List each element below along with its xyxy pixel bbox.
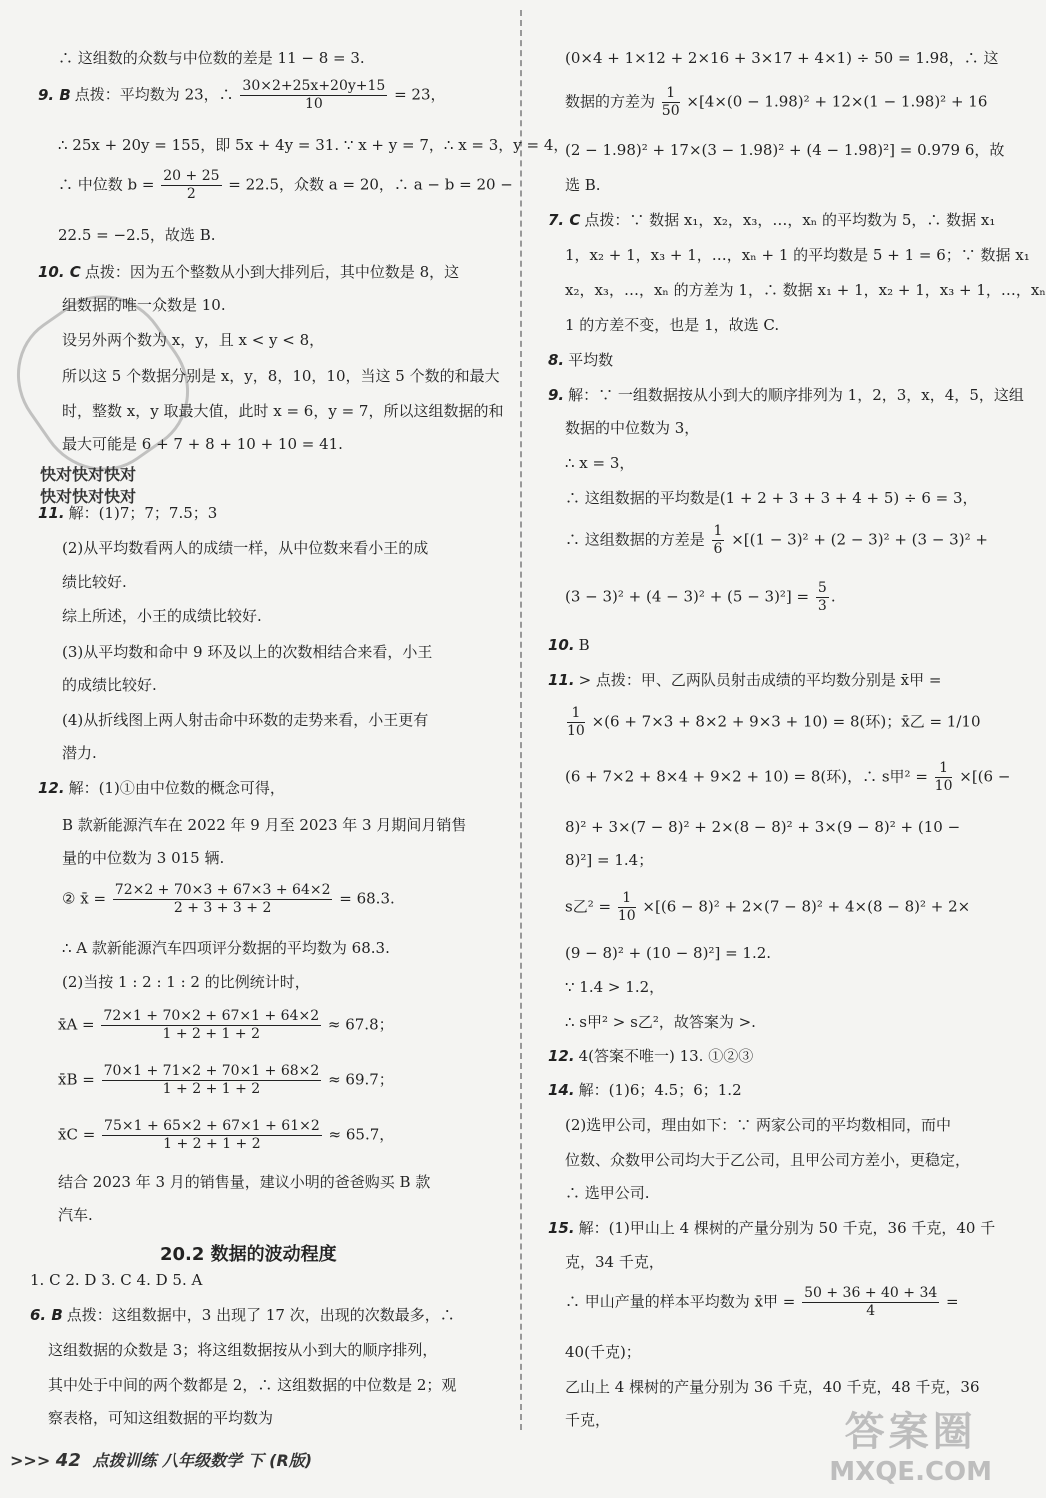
left-line [30,1270,202,1290]
line-text: (2 − 1.98)² + 17×(3 − 1.98)² + (4 − 1.98)²] = 0.979 6，故 [565,141,1005,159]
line-text: 这组数据的众数是 3；将这组数据按从小到大的顺序排列， [48,1341,438,1359]
watermark-url: MXQE.COM [829,1457,992,1487]
right-line [548,1080,742,1100]
line-text: B [578,636,590,654]
left-line [62,572,127,592]
line-text-tail: ≈ 67.8； [323,1015,394,1034]
numerator: 72×1 + 70×2 + 67×1 + 64×2 [103,1008,320,1024]
fraction [161,168,221,203]
question-number: 15. [548,1219,575,1237]
fraction [113,882,333,917]
line-text: 设另外两个数为 x，y，且 x < y < 8， [62,331,325,349]
line-text: (2)当按 1 : 2 : 1 : 2 的比例统计时， [62,973,310,991]
left-line [62,642,432,662]
left-line [62,743,97,763]
question-number: 10. [548,636,575,654]
fraction [618,890,636,925]
right-line [548,385,1024,405]
numerator: 50 + 36 + 40 + 34 [804,1285,938,1301]
right-line [565,1252,664,1272]
left-line [62,815,466,835]
numerator: 70×1 + 71×2 + 70×1 + 68×2 [103,1063,320,1079]
numerator: 75×1 + 65×2 + 67×1 + 61×2 [104,1118,320,1134]
denominator: 10 [304,96,323,112]
right-line [565,760,1010,795]
denominator: 50 [661,103,680,119]
line-text: 时，整数 x，y 取最大值，此时 x = 6，y = 7，所以这组数据的和 [62,402,504,420]
line-text: (3 − 3)² + (4 − 3)² + (5 − 3)²] = [565,587,814,606]
denominator: 10 [617,908,636,924]
line-text: 解：∵ 一组数据按从小到大的顺序排列为 1，2，3，x，4，5，这组 [568,386,1024,404]
line-text: ∵ 1.4 > 1.2， [565,978,665,996]
line-text: 解：(1)6；4.5；6；1.2 [578,1081,742,1099]
footer-arrows: >>> [10,1451,51,1470]
line-text: 汽车. [58,1206,93,1224]
line-text: ∴ 这组数的众数与中位数的差是 11 − 8 = 3. [58,49,365,67]
fraction [662,85,680,120]
line-text: (3)从平均数和命中 9 环及以上的次数相结合来看，小王 [62,643,433,661]
left-line [62,366,500,386]
line-text: 潜力. [62,744,97,762]
right-line [565,140,1004,160]
right-line [565,580,836,615]
left-line [48,1408,273,1428]
line-text: 数据的方差为 [565,92,660,111]
left-line [62,538,428,558]
page-footer [10,1448,312,1471]
line-text: 乙山上 4 棵树的产量分别为 36 千克，40 千克，48 千克，36 [565,1378,980,1396]
question-number: 6. B [30,1306,63,1324]
right-line [565,850,653,870]
line-text: (0×4 + 1×12 + 2×16 + 3×17 + 4×1) ÷ 50 = 1.98，∴ 这 [565,49,999,67]
line-text: ∴ A 款新能源汽车四项评分数据的平均数为 68.3. [62,939,390,957]
line-text-tail: ×[(6 − 8)² + 2×(7 − 8)² + 4×(8 − 8)² + 2× [637,897,971,916]
line-text: s乙² = [565,897,616,916]
right-line [565,175,601,195]
fraction [712,523,725,558]
line-text: ∴ 这组数据的平均数是(1 + 2 + 3 + 3 + 4 + 5) ÷ 6 = 3， [565,489,978,507]
line-text: 1. C 2. D 3. C 4. D 5. A [30,1271,203,1289]
line-text: 数据的中位数为 3， [565,419,700,437]
right-line [565,418,699,438]
fraction [101,1008,321,1043]
question-number: 9. B [38,85,71,104]
right-line [565,523,988,558]
line-text: ∴ 甲山产量的样本平均数为 x̄甲 = [565,1292,801,1311]
left-line [62,295,226,315]
line-text: 位数、众数甲公司均大于乙公司，且甲公司方差小，更稳定， [565,1151,971,1169]
line-text-tail: . [830,587,836,606]
line-text: 点拨：∵ 数据 x₁，x₂，x₃，…，xₙ 的平均数为 5，∴ 数据 x₁ [584,211,996,229]
left-line [38,262,459,282]
line-text: 千克， [565,1411,611,1429]
quick-label-2: 快对快对快对 [40,487,137,506]
line-text-tail: ≈ 69.7； [323,1070,394,1089]
line-text: ∴ 中位数 b = [58,175,160,194]
left-line [30,1305,455,1325]
denominator: 1 + 2 + 1 + 2 [162,1081,261,1097]
line-text: 最大可能是 6 + 7 + 8 + 10 + 10 = 41. [62,435,343,453]
left-line [38,778,285,798]
numerator: 1 [713,523,723,539]
page-number: 42 [55,1450,81,1471]
numerator: 5 [817,580,827,596]
left-line [62,675,157,695]
right-line [565,1115,951,1135]
line-text: ② x̄ = [62,889,111,908]
denominator: 10 [934,778,953,794]
left-line [58,225,216,245]
line-text: x̄C = [58,1125,101,1144]
denominator: 1 + 2 + 1 + 2 [162,1026,261,1042]
line-text: (4)从折线图上两人射击命中环数的走势来看，小王更有 [62,711,429,729]
line-text: 克，34 千克， [565,1253,664,1271]
left-line [58,168,513,203]
right-line [565,48,999,68]
line-text-tail: ×[(6 − [954,767,1011,786]
right-line [565,1285,959,1320]
line-text: 结合 2023 年 3 月的销售量，建议小明的爸爸购买 B 款 [58,1173,431,1191]
line-text: (9 − 8)² + (10 − 8)²] = 1.2. [565,944,772,962]
line-text: ∴ x = 3， [565,454,635,472]
right-line [565,245,1030,265]
line-text: 绩比较好. [62,573,127,591]
question-number: 12. [38,779,65,797]
fraction [102,1063,322,1098]
line-text: 综上所述，小王的成绩比较好. [62,607,262,625]
numerator: 1 [567,705,585,723]
line-text-tail: = 23， [389,85,446,104]
numerator: 1 [618,890,636,908]
line-text-tail: ×[4×(0 − 1.98)² + 12×(1 − 1.98)² + 16 [681,92,988,111]
denominator: 2 + 3 + 3 + 2 [173,900,272,916]
quick-label: 快对快对快对 [40,465,137,484]
line-text: ∴ s甲² > s乙²，故答案为 >. [565,1013,756,1031]
question-number: 9. [548,386,565,404]
line-text: > 点拨：甲、乙两队员射击成绩的平均数分别是 x̄甲 = [578,671,942,689]
line-text: 组数据的唯一众数是 10. [62,296,226,314]
line-text-tail: = 68.3. [334,889,395,908]
left-line [62,434,343,454]
denominator: 6 [713,541,723,557]
line-text: 点拨：这组数据中，3 出现了 17 次，出现的次数最多，∴ [66,1306,455,1324]
left-line [58,1118,394,1153]
numerator: 1 [935,760,953,778]
question-number: 14. [548,1081,575,1099]
left-line [62,972,310,992]
left-line [62,606,262,626]
line-text: x₂，x₃，…，xₙ 的方差为 1，∴ 数据 x₁ + 1，x₂ + 1，x₃ + 1，…，xₙ [565,281,1046,299]
denominator: 1 + 2 + 1 + 2 [163,1136,261,1152]
question-number: 7. C [548,211,581,229]
line-text: 解：(1)7；7；7.5；3 [68,504,218,522]
line-text: 点拨：因为五个整数从小到大排列后，其中位数是 8，这 [84,263,460,281]
right-line [565,1342,641,1362]
right-line [565,890,970,925]
question-number: 11. [38,504,65,522]
left-line [62,882,395,917]
line-text: (6 + 7×2 + 8×4 + 9×2 + 10) = 8(环)，∴ s甲² = [565,767,933,786]
right-line [548,635,590,655]
line-text: 量的中位数为 3 015 辆. [62,849,225,867]
numerator: 1 [662,85,680,103]
right-line [565,1377,980,1397]
right-line [565,943,771,963]
right-line [565,817,960,837]
fraction [816,580,829,615]
left-line [48,1340,437,1360]
right-line [548,1046,753,1066]
fraction [802,1285,939,1320]
left-line [62,330,324,350]
question-number: 11. [548,671,575,689]
line-text: 其中处于中间的两个数都是 2，∴ 这组数据的中位数是 2；观 [48,1376,457,1394]
line-text: (2)从平均数看两人的成绩一样，从中位数来看小王的成 [62,539,429,557]
denominator: 10 [567,723,585,739]
left-line [62,938,390,958]
line-text: 8)² + 3×(7 − 8)² + 2×(8 − 8)² + 3×(9 − 8)² + (10 − [565,818,961,836]
line-text: 4(答案不唯一) 13. ①②③ [578,1047,754,1065]
line-text: 8)²] = 1.4； [565,851,654,869]
line-text: 所以这 5 个数据分别是 x，y，8，10，10，当这 5 个数的和最大 [62,367,500,385]
left-line [62,710,428,730]
left-line [38,78,446,113]
left-line [58,1063,394,1098]
line-text-tail: = 22.5，众数 a = 20，∴ a − b = 20 − [223,175,513,194]
left-line [48,1375,456,1395]
line-text: 察表格，可知这组数据的平均数为 [48,1409,274,1427]
line-text: (2)选甲公司，理由如下：∵ 两家公司的平均数相同，而中 [565,1116,952,1134]
line-text: x̄A = [58,1015,100,1034]
right-line [565,1150,970,1170]
line-text: 选 B. [565,176,601,194]
line-text: 平均数 [568,351,614,369]
left-line [58,1205,93,1225]
column-divider [520,10,522,1430]
numerator: 30×2+25x+20y+15 [242,78,386,94]
right-line [548,1218,995,1238]
right-line [548,670,941,690]
section-heading: 20.2 数据的波动程度 [160,1244,337,1265]
line-text-tail: = [941,1292,959,1311]
line-text: 1，x₂ + 1，x₃ + 1，…，xₙ + 1 的平均数是 5 + 1 = 6；∵ 数据 x₁ [565,246,1030,264]
denominator: 3 [817,598,827,614]
line-text: ∴ 25x + 20y = 155，即 5x + 4y = 31. ∵ x + y = 7，∴ x = 3，y = 4， [58,136,569,154]
right-line [565,453,634,473]
watermark [829,1400,992,1487]
left-line [58,1172,430,1192]
book-title: 点拨训练 八年级数学 下 (R版) [92,1451,313,1470]
question-number: 8. [548,351,565,369]
question-number: 10. C [38,263,81,281]
line-text: ∴ 这组数据的方差是 [565,530,710,549]
left-line [58,1008,394,1043]
right-line [565,315,779,335]
right-line [565,977,664,997]
right-line [548,210,995,230]
right-line [565,488,978,508]
line-text: 点拨：平均数为 23，∴ [74,85,239,104]
numerator: 72×2 + 70×3 + 67×3 + 64×2 [114,882,331,898]
line-text: 22.5 = −2.5，故选 B. [58,226,216,244]
line-text: 解：(1)①由中位数的概念可得， [68,779,285,797]
fraction [567,705,585,740]
watermark-text: 答案圈 [844,1409,977,1455]
line-text: 1 的方差不变，也是 1，故选 C. [565,316,780,334]
left-line [58,135,568,155]
right-line [565,1012,756,1032]
question-number: 12. [548,1047,575,1065]
right-line [565,705,980,740]
numerator: 20 + 25 [163,168,220,184]
left-line [58,48,365,68]
line-text-tail: ≈ 65.7， [323,1125,395,1144]
left-line [62,401,503,421]
line-text: x̄B = [58,1070,100,1089]
fraction [935,760,953,795]
line-text: 解：(1)甲山上 4 棵树的产量分别为 50 千克，36 千克，40 千 [578,1219,996,1237]
right-line [565,280,1046,300]
left-line [62,848,224,868]
right-line [548,350,613,370]
right-line [565,1410,610,1430]
denominator: 2 [186,186,196,202]
right-line [565,1183,650,1203]
fraction [240,78,387,113]
line-text: B 款新能源汽车在 2022 年 9 月至 2023 年 3 月期间月销售 [62,816,467,834]
line-text-tail: ×(6 + 7×3 + 8×2 + 9×3 + 10) = 8(环)；x̄乙 = 1/10 [586,712,981,731]
fraction [102,1118,322,1153]
line-text: 的成绩比较好. [62,676,157,694]
denominator: 4 [866,1303,876,1319]
line-text-tail: ×[(1 − 3)² + (2 − 3)² + (3 − 3)² + [726,530,988,549]
line-text: ∴ 选甲公司. [565,1184,650,1202]
right-line [565,85,987,120]
line-text: 40(千克)； [565,1343,641,1361]
